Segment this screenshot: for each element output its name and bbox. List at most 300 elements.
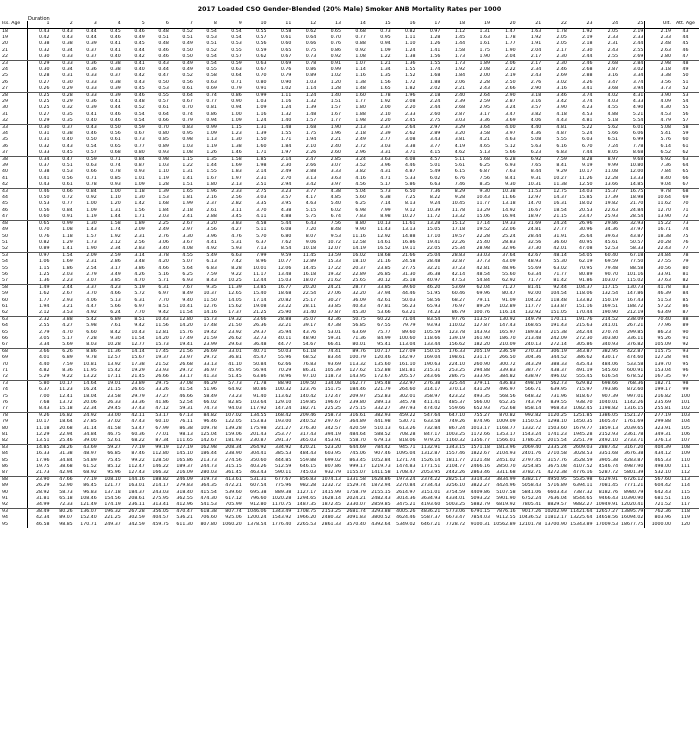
rate-cell: 103.64	[250, 399, 267, 405]
rate-cell: 10.17	[579, 169, 593, 175]
rate-cell: 0.62	[305, 29, 317, 34]
rate-cell: 9.28	[454, 195, 466, 201]
rate-cell: 0.52	[206, 47, 217, 53]
rate-cell: 1332.72	[521, 425, 542, 431]
rate-cell: 3.97	[317, 182, 342, 189]
rate-cell: 216.09	[170, 470, 194, 477]
attained-age-cell: 60	[682, 137, 689, 143]
rate-cell: 60.10	[155, 419, 169, 425]
rate-cell: 1.74	[429, 67, 441, 73]
rate-cell: 2.43	[530, 73, 542, 79]
rate-cell: 169.51	[601, 303, 619, 309]
rate-cell: 2.13	[218, 182, 243, 189]
rate-cell: 21.70	[629, 201, 644, 207]
rate-cell: 21.66	[402, 253, 416, 259]
rate-cell: 45.30	[342, 310, 367, 317]
rate-cell: 139.19	[448, 335, 466, 341]
rate-cell: 11.43	[377, 227, 391, 233]
rate-cell: 1.54	[62, 253, 73, 259]
ultimate-rate-cell: 182.71	[645, 381, 672, 388]
rate-cell: 0.67	[268, 54, 293, 61]
rate-cell: 14.92	[502, 207, 516, 213]
rate-cell: 53.47	[131, 425, 145, 431]
rate-cell: 1.73	[86, 239, 97, 245]
rate-cell: 215.63	[576, 323, 593, 329]
rate-cell: 0.46	[110, 111, 121, 117]
rate-cell: 13.33	[629, 175, 644, 181]
rate-cell: 15.05	[426, 227, 441, 233]
attained-age-cell: 55	[682, 105, 689, 111]
rate-cell: 39.63	[604, 233, 619, 239]
rate-cell: 5.31	[231, 239, 242, 245]
rate-cell: 0.63	[86, 163, 97, 169]
issue-age-cell: 39	[0, 163, 27, 169]
rate-cell: 2153.25	[321, 509, 341, 515]
rate-cell: 807.80	[200, 521, 217, 527]
rate-cell: 907.46	[374, 451, 391, 457]
rate-cell: 19.37	[155, 355, 169, 361]
table-row	[0, 246, 699, 253]
ultimate-rate-cell: 115.75	[645, 349, 672, 356]
rate-cell: 0.63	[231, 67, 242, 73]
rate-cell: 0.43	[62, 35, 73, 41]
ultimate-rate-cell: 15.22	[645, 221, 672, 228]
rate-cell: 2.30	[556, 61, 567, 67]
rate-cell: 82.85	[228, 399, 242, 405]
rate-cell: 0.99	[206, 125, 217, 131]
rate-cell: 9.30	[110, 335, 121, 341]
rate-cell: 11.66	[502, 195, 516, 201]
rate-cell: 4.33	[632, 99, 644, 105]
rate-cell: 590.11	[268, 470, 293, 477]
rate-cell: 0.84	[62, 207, 73, 213]
rate-cell: 474.60	[626, 355, 644, 361]
attained-age-cell: 92	[672, 342, 699, 349]
rate-cell: 71.78	[253, 381, 267, 387]
rate-cell: 4.27	[62, 323, 73, 329]
rate-cell: 498.19	[524, 381, 542, 387]
rate-cell: 0.63	[206, 79, 217, 85]
rate-cell: 193.00	[274, 419, 292, 425]
rate-cell: 6.16	[556, 143, 567, 149]
rate-cell: 344.52	[550, 355, 567, 361]
ultimate-rate-cell: 532.10	[645, 470, 672, 477]
rate-cell: 1312.87	[420, 451, 441, 457]
rate-cell: 19.32	[228, 317, 242, 323]
rate-cell: 2710.58	[547, 451, 567, 457]
rate-cell: 134.55	[250, 413, 267, 419]
issue-age-cell: 93	[0, 509, 27, 516]
rate-cell: 1.20	[330, 79, 341, 85]
rate-cell: 0.49	[134, 35, 145, 41]
table-row	[0, 253, 699, 260]
rate-cell: 1251.85	[573, 413, 593, 419]
rate-cell: 45.61	[604, 239, 619, 245]
rate-cell: 58.33	[619, 246, 645, 253]
rate-cell: 0.28	[62, 93, 73, 99]
rate-cell: 2.54	[86, 265, 97, 271]
rate-cell: 42.14	[451, 271, 466, 277]
rate-cell: 23.89	[131, 381, 145, 387]
rate-cell: 60.40	[604, 253, 619, 259]
rate-cell: 0.37	[86, 47, 97, 53]
rate-cell: 2492.10	[593, 438, 619, 445]
rate-cell: 34.84	[83, 431, 97, 437]
rate-cell: 7.42	[231, 259, 242, 265]
rate-cell: 2.95	[479, 105, 490, 111]
rate-cell: 1.91	[530, 41, 542, 47]
rate-cell: 0.38	[39, 41, 50, 47]
rate-cell: 15.73	[146, 342, 170, 349]
rate-cell: 6.02	[429, 175, 441, 181]
rate-cell: 397.93	[392, 406, 417, 413]
rate-cell: 109.78	[200, 425, 217, 431]
rate-cell: 0.31	[62, 73, 73, 79]
attained-age-cell: 115	[681, 489, 690, 495]
rate-cell: 2.05	[556, 41, 567, 47]
rate-cell: 749.26	[448, 419, 466, 425]
rate-cell: 46.29	[203, 381, 217, 387]
rate-cell: 36.48	[243, 342, 268, 349]
rate-cell: 147.24	[268, 406, 293, 413]
rate-cell: 2.28	[479, 79, 490, 85]
rate-cell: 0.27	[39, 79, 50, 85]
rate-cell: 10562.89	[493, 521, 516, 527]
issue-age-cell: 79	[0, 419, 27, 425]
rate-cell: 3.63	[330, 175, 341, 181]
rate-cell: 58.56	[426, 297, 441, 303]
rate-cell: 856.83	[299, 477, 317, 483]
ultimate-rate-cell: 139.70	[645, 362, 672, 368]
rate-cell: 28.26	[59, 445, 73, 451]
rate-cell: 40.97	[416, 278, 441, 285]
rate-cell: 55.96	[277, 355, 292, 361]
rate-cell: 3.47	[505, 111, 516, 117]
rate-cell: 4.03	[607, 99, 619, 105]
rate-cell: 2152.93	[598, 431, 619, 437]
rate-cell: 1160.32	[441, 438, 466, 445]
rate-cell: 386.62	[576, 355, 593, 361]
rate-cell: 27.75	[402, 265, 416, 271]
rate-cell: 163.01	[128, 483, 145, 489]
rate-cell: 1.03	[158, 163, 169, 169]
rate-cell: 420.21	[299, 445, 317, 451]
rate-cell: 5.29	[27, 374, 50, 381]
rate-cell: 0.54	[206, 29, 217, 34]
rate-cell: 2.19	[582, 35, 593, 41]
rate-cell: 25.40	[476, 239, 490, 245]
rate-cell: 1.08	[170, 150, 194, 157]
rate-cell: 28.92	[36, 489, 50, 495]
rate-cell: 1.12	[454, 29, 466, 34]
attained-age-cell: 48	[682, 61, 689, 67]
rate-cell: 0.56	[62, 175, 73, 181]
rate-cell: 784.42	[374, 445, 391, 451]
rate-cell: 45.95	[228, 367, 242, 373]
issue-age-cell: 95	[0, 522, 27, 528]
rate-cell: 1.63	[530, 29, 542, 34]
rate-cell: 1.29	[62, 239, 73, 245]
rate-cell: 3675.08	[547, 463, 567, 469]
rate-cell: 1.78	[380, 93, 391, 99]
rate-cell: 4.02	[607, 93, 619, 99]
rate-cell: 2.18	[429, 93, 441, 99]
rate-cell: 0.58	[206, 73, 217, 79]
rate-cell: 92.44	[553, 285, 567, 291]
attained-age-cell: 110	[681, 457, 690, 463]
rate-cell: 91.09	[502, 297, 516, 303]
rate-cell: 5.17	[62, 335, 73, 341]
rate-cell: 4.56	[342, 182, 367, 189]
rate-cell: 0.41	[110, 41, 121, 47]
rate-cell: 2.77	[380, 137, 391, 143]
rate-cell: 190.63	[423, 361, 441, 367]
rate-cell: 224.10	[448, 361, 466, 367]
rate-cell: 9017.26	[521, 509, 542, 515]
rate-cell: 1.46	[218, 150, 243, 157]
rate-cell: 1628.86	[371, 477, 391, 483]
rate-cell: 1.32	[280, 111, 292, 117]
rate-cell: 23.99	[194, 342, 218, 349]
rate-cell: 484.64	[349, 431, 366, 437]
rate-cell: 1.81	[182, 195, 193, 201]
rate-cell: 358.97	[423, 393, 441, 399]
ultimate-rate-cell: 235.69	[645, 400, 672, 406]
rate-cell: 3.42	[556, 99, 567, 105]
ultimate-rate-cell: 41.78	[645, 285, 672, 292]
rate-cell: 2.90	[517, 86, 543, 93]
rate-cell: 80.26	[59, 509, 73, 515]
rate-cell: 1.77	[355, 99, 366, 105]
rate-cell: 1.14	[292, 86, 317, 93]
rate-cell: 50.75	[352, 317, 366, 323]
rate-cell: 420.59	[349, 425, 366, 431]
rate-cell: 13.28	[426, 221, 441, 227]
rate-cell: 7.00	[39, 393, 50, 399]
rate-cell: 102.89	[499, 303, 516, 309]
rate-cell: 2.88	[194, 214, 218, 221]
rate-cell: 19.42	[203, 329, 217, 335]
rate-cell: 3.06	[158, 239, 169, 245]
rate-cell: 104.37	[576, 285, 593, 291]
issue-age-cell: 34	[0, 131, 27, 137]
rate-cell: 6.60	[86, 329, 97, 335]
rate-cell: 695.38	[250, 489, 267, 495]
rate-cell: 2.31	[86, 259, 97, 265]
rate-cell: 7387.32	[573, 489, 593, 495]
rate-cell: 616.54	[593, 374, 619, 381]
rate-cell: 189.37	[176, 463, 193, 469]
rate-cell: 2.70	[280, 175, 292, 181]
rate-cell: 27.06	[327, 291, 341, 297]
rate-cell: 12.28	[604, 175, 619, 181]
rate-cell: 2.43	[466, 86, 491, 93]
rate-cell: 129.10	[274, 399, 292, 405]
rate-cell: 97.76	[451, 317, 466, 323]
rate-cell: 4.81	[556, 125, 567, 131]
rate-cell: 63.69	[352, 329, 366, 335]
rate-cell: 699.02	[324, 457, 341, 463]
rate-cell: 260.90	[473, 361, 490, 367]
rate-cell: 1343.15	[445, 445, 466, 451]
rate-cell: 444.85	[274, 457, 292, 463]
rate-cell: 5.11	[256, 227, 267, 233]
ultimate-rate-cell: 95.26	[645, 336, 672, 342]
rate-cell: 56.23	[402, 303, 416, 309]
rate-cell: 167.43	[626, 297, 644, 303]
rate-cell: 252.83	[374, 393, 391, 399]
duration-header-18: 18	[441, 21, 466, 29]
rate-cell: 25.90	[268, 310, 293, 317]
attained-age-cell: 94	[682, 355, 689, 361]
rate-cell: 3.35	[256, 201, 267, 207]
rate-cell: 246.09	[176, 477, 193, 483]
rate-cell: 4.66	[110, 291, 121, 297]
rate-cell: 152.40	[80, 515, 97, 521]
rate-cell: 1.58	[454, 47, 466, 53]
rate-cell: 118.73	[317, 374, 342, 381]
rate-cell: 1060.20	[222, 521, 242, 527]
duration-header-12: 12	[292, 21, 317, 29]
rate-cell: 8.03	[74, 342, 98, 349]
rate-cell: 5.69	[50, 342, 73, 349]
table-row	[0, 61, 699, 68]
rate-cell: 8.42	[110, 329, 121, 335]
rate-cell: 121.77	[104, 483, 121, 489]
rate-cell: 0.78	[305, 61, 317, 67]
rate-cell: 3.23	[280, 189, 292, 195]
rate-cell: 5.75	[292, 214, 317, 221]
rate-cell: 74.41	[327, 349, 341, 355]
rate-cell: 0.40	[62, 137, 73, 143]
rate-cell: 40.43	[352, 303, 366, 309]
rate-cell: 14.64	[83, 381, 97, 387]
rate-cell: 92.00	[527, 291, 542, 297]
rate-cell: 108.10	[104, 477, 121, 483]
rate-cell: 3157.76	[547, 457, 567, 463]
rate-cell: 1.48	[305, 111, 317, 117]
rate-cell: 0.68	[98, 150, 122, 157]
rate-cell: 1526.14	[420, 457, 441, 463]
rate-cell: 170.71	[80, 521, 97, 527]
rate-cell: 0.80	[256, 79, 267, 85]
rate-cell: 28.98	[466, 246, 491, 253]
duration-header-2: 2	[50, 21, 73, 29]
rate-cell: 0.94	[231, 105, 242, 111]
ultimate-rate-cell: 681.51	[645, 496, 672, 502]
ultimate-rate-cell: 6.92	[645, 157, 672, 164]
rate-cell: 8.44	[530, 169, 542, 175]
rate-cell: 796.60	[250, 495, 267, 501]
rate-cell: 1150.53	[521, 419, 542, 425]
rate-cell: 21.15	[542, 214, 568, 221]
rate-cell: 54.89	[83, 457, 97, 463]
attained-age-cell: 88	[682, 317, 689, 323]
rate-cell: 118.48	[550, 297, 567, 303]
rate-cell: 10.31	[517, 182, 543, 189]
rate-cell: 5.80	[39, 381, 50, 387]
rate-cell: 50.03	[402, 297, 416, 303]
rate-cell: 118.66	[423, 335, 441, 341]
rate-cell: 4.41	[206, 239, 217, 245]
rate-cell: 2.86	[110, 259, 121, 265]
rate-cell: 0.44	[86, 29, 97, 34]
rate-cell: 8.54	[268, 246, 293, 253]
rate-cell: 2104.93	[496, 451, 516, 457]
rate-cell: 196.32	[104, 509, 121, 515]
table-row	[0, 157, 699, 164]
rate-cell: 1.78	[556, 29, 567, 34]
rate-cell: 33.01	[228, 349, 242, 355]
rate-cell: 68.52	[302, 355, 317, 361]
rate-cell: 2.30	[582, 47, 593, 53]
attained-age-cell: 50	[682, 73, 689, 79]
rate-cell: 0.65	[330, 29, 341, 34]
rate-cell: 536.21	[176, 515, 193, 521]
rate-cell: 379.11	[473, 381, 490, 387]
rate-cell: 10.17	[36, 419, 50, 425]
rate-cell: 1.96	[330, 131, 341, 137]
issue-age-cell: 69	[0, 355, 27, 361]
rate-cell: 2825.13	[445, 477, 466, 483]
issue-age-cell: 82	[0, 438, 27, 445]
rate-cell: 8.98	[367, 214, 392, 221]
rate-cell: 0.35	[62, 111, 73, 117]
rate-cell: 1.28	[429, 35, 441, 41]
rate-cell: 13.66	[593, 182, 619, 189]
rate-cell: 1.96	[206, 189, 217, 195]
rate-cell: 679.13	[367, 438, 392, 445]
rate-cell: 0.72	[62, 195, 73, 201]
rate-cell: 1761.69	[623, 419, 644, 425]
rate-cell: 100.32	[274, 387, 292, 393]
rate-cell: 925.06	[225, 515, 242, 521]
rate-cell: 16.67	[527, 207, 542, 213]
rate-cell: 1.68	[429, 73, 441, 79]
rate-cell: 1.10	[405, 41, 416, 47]
rate-cell: 63.21	[392, 310, 417, 317]
rate-cell: 40.11	[277, 335, 292, 341]
rate-cell: 23.22	[277, 303, 292, 309]
attained-age-cell: 112	[672, 470, 699, 477]
rate-cell: 253.25	[448, 367, 466, 373]
issue-age-cell: 68	[0, 349, 27, 356]
rate-cell: 8.13	[405, 201, 416, 207]
rate-cell: 48.97	[83, 451, 97, 457]
rate-cell: 0.54	[194, 54, 218, 61]
rate-cell: 1316.15	[619, 406, 645, 413]
rate-cell: 4.31	[380, 169, 391, 175]
rate-cell: 169.04	[423, 355, 441, 361]
rate-cell: 0.38	[110, 61, 121, 67]
rate-cell: 0.74	[110, 163, 121, 169]
rate-cell: 2.79	[86, 271, 97, 277]
rate-cell: 73.23	[228, 393, 242, 399]
rate-cell: 0.86	[206, 111, 217, 117]
rate-cell: 0.55	[256, 29, 267, 34]
issue-age-cell: 71	[0, 368, 27, 374]
rate-cell: 2.46	[582, 61, 593, 67]
rate-cell: 3.88	[62, 317, 73, 323]
rate-cell: 2.19	[632, 29, 644, 34]
rate-cell: 29.37	[253, 329, 267, 335]
rate-cell: 7.70	[158, 297, 169, 303]
rate-cell: 1.35	[380, 73, 391, 79]
attained-age-cell: 86	[682, 303, 689, 309]
rate-cell: 12.41	[59, 393, 73, 399]
rate-cell: 1.61	[479, 41, 490, 47]
rate-cell: 484.43	[299, 451, 317, 457]
